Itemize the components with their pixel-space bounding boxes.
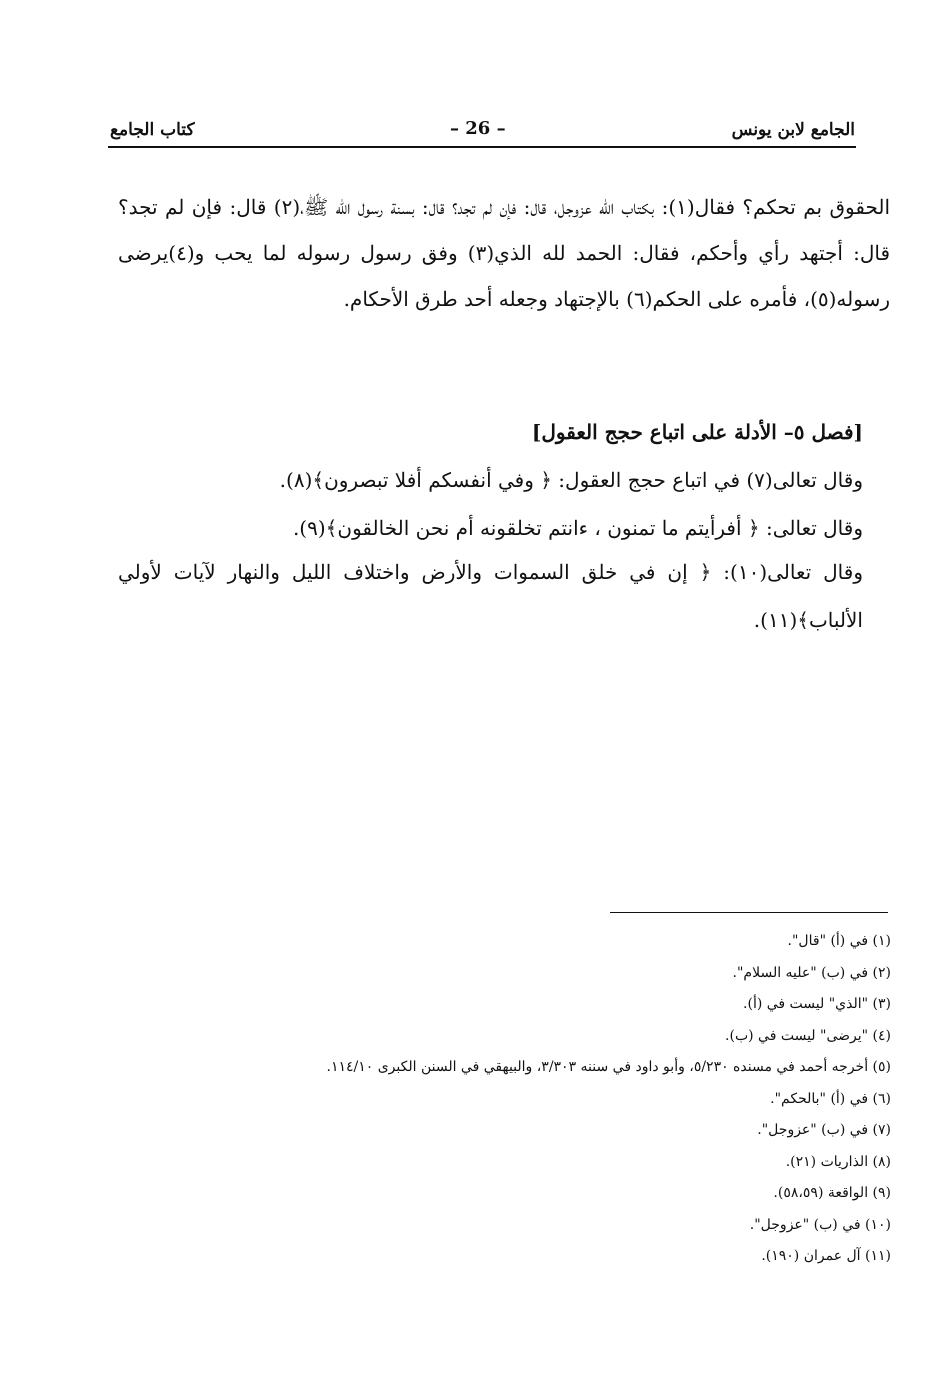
footnotes-list	[131, 926, 891, 1273]
footnote-5: (٥) أخرجه أحمد في مسنده ٥/٢٣٠، وأبو داود في سننه ٣/٣٠٣، والبيهقي في السنن الكبرى ١١٤/١٠.	[326, 1059, 891, 1075]
footnote-7: (٧) في (ب) "عزوجل".	[757, 1122, 891, 1138]
section-line-3: وقال تعالى(١٠): ﴿ إن في خلق السموات والأرض واختلاف الليل والنهار لآيات لأولي الألباب﴾(١١).	[118, 560, 863, 632]
page-header	[110, 118, 855, 146]
footnote-11: (١١) آل عمران (١٩٠).	[761, 1248, 891, 1264]
book-title: الجامع لابن يونس	[731, 120, 855, 140]
footnote-8: (٨) الذاريات (٢١).	[785, 1153, 891, 1170]
footnote-6: (٦) في (أ) "بالحكم".	[770, 1090, 891, 1107]
page-number: – 26 –	[450, 118, 506, 139]
chapter-title: كتاب الجامع	[110, 120, 195, 140]
section-title: [فصل ٥– الأدلة على اتباع حجج العقول]	[531, 420, 863, 444]
footnote-9: (٩) الواقعة (٥٨،٥٩).	[773, 1185, 891, 1201]
section-line-1: وقال تعالى(٧) في اتباع حجج العقول: ﴿ وفي أنفسكم أفلا تبصرون﴾(٨).	[279, 468, 863, 492]
footnote-4: (٤) "يرضى" ليست في (ب).	[725, 1027, 891, 1044]
body-paragraph: الحقوق بم تحكم؟ فقال(١): بكتاب الله عزوجل، قال: فإن لم تجد؟ قال: بسنة رسول الله ﷺ،(٢) قال: فإن لم تجد؟ قال: أجتهد رأي وأحكم، فقال: الحمد لله الذي(٣) وفق رسول رسوله لما يحب و(٤)يرضى رسوله(٥)، فأمره على الحكم(٦) بالإجتهاد وجعله أحد طرق الأحكام.	[118, 195, 890, 311]
footnote-2: (٢) في (ب) "عليه السلام".	[732, 964, 891, 981]
section-line-2: وقال تعالى: ﴿ أفرأيتم ما تمنون ، ءانتم تخلقونه أم نحن الخالقون﴾(٩).	[292, 516, 863, 540]
footnote-1: (١) في (أ) "قال".	[787, 933, 891, 949]
footnote-divider	[610, 912, 888, 913]
footnote-3: (٣) "الذي" ليست في (أ).	[743, 996, 891, 1012]
footnote-10: (١٠) في (ب) "عزوجل".	[749, 1216, 891, 1233]
header-divider	[108, 146, 856, 148]
